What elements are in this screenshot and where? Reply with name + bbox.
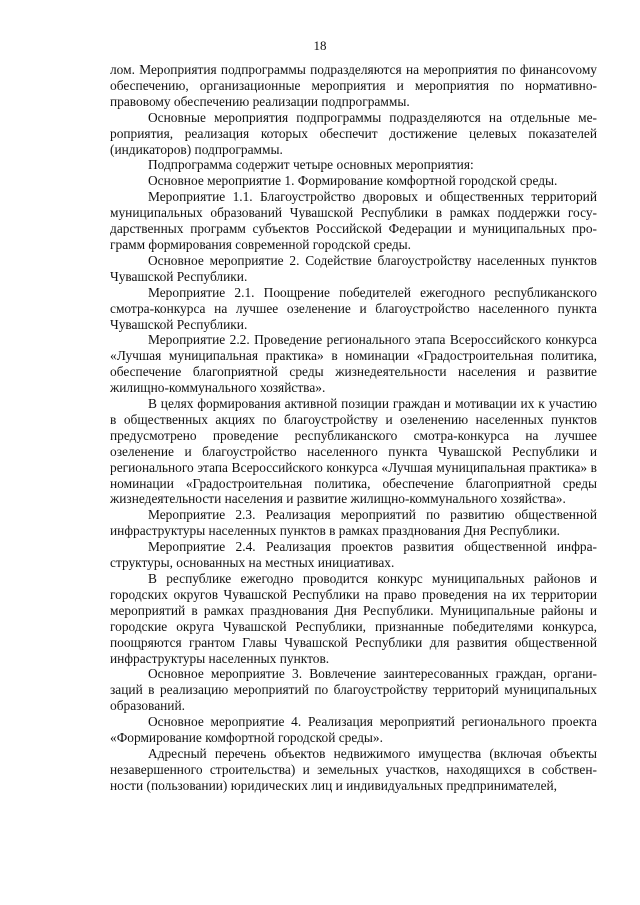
paragraph: В целях формирования активной позиции граждан и мотивации их к участию в общественных акциях по благоустройству и озеленению населенных пунктов предусмотрено проведение республиканского смотра-конкурса на лучшее озеленение и благоустройство населенного пункта Чувашской Республики и регионального этапа Всероссийского конкурса «Лучшая муниципальная практика» в номинации «Градостроительная политика, обеспечение благоприятной среды жизнедеятельности населения и развитие жилищно-коммунального хозяйства».: [110, 396, 597, 507]
page-number: 18: [313, 38, 327, 53]
paragraph-activity-2-4: Мероприятие 2.4. Реализация проектов развития общественной инфраструктуры, основанных на местных инициативах.: [110, 539, 597, 571]
paragraph-main-activity-1: Основное мероприятие 1. Формирование комфортной городской среды.: [148, 173, 558, 189]
paragraph-activity-2-1: Мероприятие 2.1. Поощрение победителей ежегодного республиканского смотра-конкурса на лучшее озеленение и благоустройство населенного пункта Чувашской Республики.: [110, 284, 597, 332]
body-text: [110, 62, 597, 794]
paragraph: Подпрограмма содержит четыре основных мероприятия:: [148, 157, 474, 173]
paragraph-activity-2-3: Мероприятие 2.3. Реализация мероприятий по развитию общественной инфраструктуры населенных пунктов в рамках празднования Дня Республики.: [110, 507, 597, 539]
paragraph-main-activity-3: Основное мероприятие 3. Вовлечение заинтересованных граждан, организаций в реализацию мероприятий по благоустройству территорий муниципальных образований.: [110, 666, 597, 714]
paragraph: Адресный перечень объектов недвижимого имущества (включая объекты незавершенного строительства) и земельных участков, находящихся в собственности (пользовании) юридических лиц и индивидуальных предпринимателей,: [110, 745, 597, 793]
paragraph: В республике ежегодно проводится конкурс муниципальных районов и городских округов Чувашской Республики на право проведения на их территории мероприятий в рамках празднования Дня Республики. Муниципальные районы и городские округа Чувашской Республики, признанные победителями конкурса, поощряются грантом Главы Чувашской Республики для развития общественной инфраструктуры населенных пунктов.: [110, 571, 597, 666]
paragraph-main-activity-2: Основное мероприятие 2. Содействие благоустройству населенных пунктов Чувашской Республики.: [110, 252, 597, 284]
paragraph: Основные мероприятия подпрограммы подразделяются на отдельные мероприятия, реализация которых обеспечит достижение целевых показателей (индикаторов) подпрограммы.: [110, 109, 597, 157]
paragraph-continuation: лом. Мероприятия подпрограммы подразделяются на мероприятия по финансоvому обеспечению, организационные мероприятия и мероприятия по нормативно-правовому обеспечению реализации подпрограммы.: [110, 62, 597, 109]
paragraph-activity-1-1: Мероприятие 1.1. Благоустройство дворовых и общественных территорий муниципальных образований Чувашской Республики в рамках поддержки государственных программ субъектов Российской Федерации и муниципальных программ формирования современной городской среды.: [110, 189, 597, 252]
paragraph-activity-2-2: Мероприятие 2.2. Проведение регионального этапа Всероссийского конкурса «Лучшая муниципальная практика» в номинации «Градостроительная политика, обеспечение благоприятной среды жизнедеятельности населения и развитие жилищно-коммунального хозяйства».: [110, 332, 597, 396]
paragraph-main-activity-4: Основное мероприятие 4. Реализация мероприятий регионального проекта «Формирование комфортной городской среды».: [110, 714, 597, 746]
